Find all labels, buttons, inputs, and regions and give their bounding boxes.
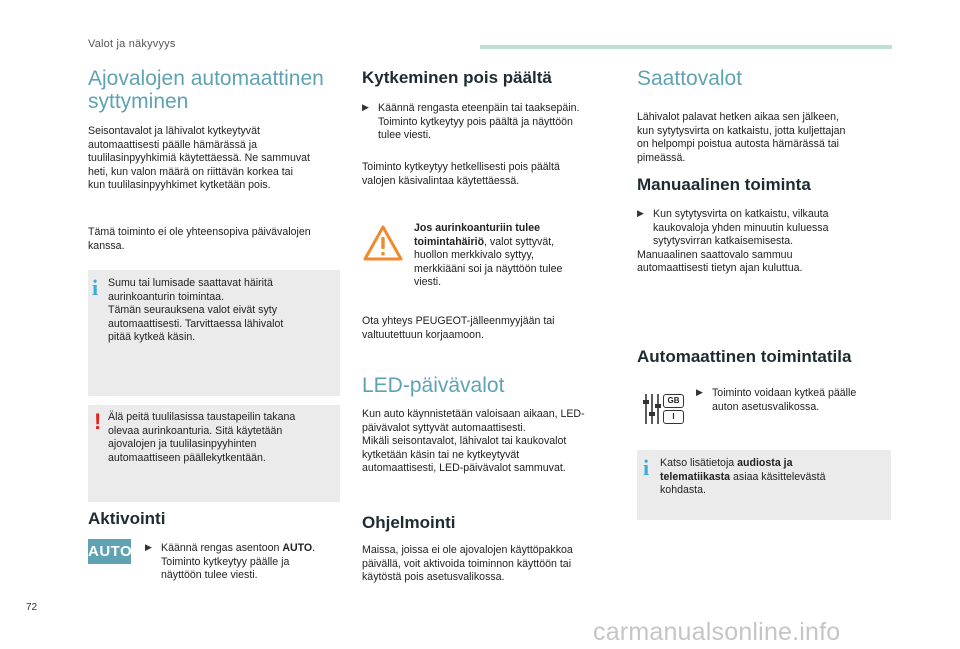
info-line: pitää kytkeä käsin. (108, 331, 196, 343)
info-box-telematics (637, 450, 891, 520)
bullet-arrow-icon: ▶ (145, 543, 152, 553)
info-box-text (108, 277, 336, 345)
escort-paragraph (637, 111, 897, 165)
off-bullet-text (378, 102, 622, 143)
info-line: Tämän seurauksena valot eivät syty (108, 304, 277, 316)
manual-line: sytytysvirran katkaisemisesta. (653, 235, 794, 247)
auto-mode-text (712, 387, 896, 414)
off-bullet (362, 102, 622, 143)
manual-title: Manuaalinen toiminta (637, 175, 811, 194)
activation-line: Toiminto kytkeytyy päälle ja (161, 555, 290, 568)
watermark: carmanualsonline.info (593, 618, 841, 646)
warning-box-text (108, 411, 336, 465)
off-temp-paragraph (362, 161, 622, 188)
fault-line: huollon merkkivalo syttyy, (414, 249, 534, 261)
manual-line: Kun sytytysvirta on katkaistu, vilkauta (653, 208, 829, 220)
contact-line: Ota yhteys PEUGEOT-jälleenmyyjään tai (362, 315, 555, 327)
contact-paragraph (362, 315, 622, 342)
warning-icon: ! (94, 409, 102, 434)
intro-line: tuulilasinpyyhkimiä käytettäessä. Ne sammuvat (88, 152, 310, 164)
fault-line: merkkiääni soi ja näyttöön tulee (414, 262, 563, 275)
fault-line: viesti. (414, 276, 442, 288)
page-number: 72 (26, 602, 38, 613)
escort-line: on helpompi poistua autosta hämärässä tai (637, 138, 839, 150)
auto-mode-line: auton asetusvalikossa. (712, 400, 820, 413)
title-line-2: syttyminen (88, 90, 189, 113)
off-line: Käännä rengasta eteenpäin tai taaksepäin. (378, 102, 580, 114)
info-line: aurinkoanturin toimintaa. (108, 290, 225, 303)
compat-paragraph (88, 226, 348, 253)
warning-line: automaattiseen päällekytkentään. (108, 451, 266, 464)
gb-icon: GB (663, 394, 684, 408)
title-line-1: Ajovalojen automaattinen (88, 67, 324, 90)
settings-sliders-icon (642, 392, 684, 426)
led-line: kytketään käsin tai ne kytkeytyvät (362, 448, 520, 461)
info-line: automaattisesti. Tarvittaessa lähivalot (108, 317, 284, 330)
info-line-1: Katso lisätietoja audiosta ja (660, 457, 793, 469)
fault-line-1: Jos aurinkoanturiin tulee (414, 222, 540, 234)
sensor-fault-text (414, 222, 614, 290)
manual-after-line: Manuaalinen saattovalo sammuu (637, 248, 793, 261)
auto-mode-title: Automaattinen toimintatila (637, 347, 852, 366)
prog-line: päivällä, voit aktivoida toiminnon käyttöön tai (362, 557, 572, 570)
activation-text (161, 542, 345, 583)
compat-line: kanssa. (88, 239, 125, 252)
off-temp-line: valojen käsivalintaa käytettäessä. (362, 174, 520, 187)
auto-mode-bullet (696, 387, 896, 414)
compat-line: Tämä toiminto ei ole yhteensopiva päivävalojen (88, 226, 311, 238)
manual-line: kaukovaloja yhden minuutin kuluessa (653, 221, 829, 234)
info-icon: i (92, 275, 99, 300)
i-icon: I (663, 410, 684, 424)
activation-bullet (145, 542, 345, 583)
off-temp-line: Toiminto kytkeytyy hetkellisesti pois päältä (362, 161, 560, 173)
section-header: Valot ja näkyvyys (88, 38, 176, 50)
programming-paragraph (362, 544, 624, 585)
led-title: LED-päivävalot (362, 374, 505, 397)
info-line: Sumu tai lumisade saattavat häiritä (108, 277, 273, 289)
led-line: Kun auto käynnistetään valoisaan aikaan, LED- (362, 408, 585, 420)
prog-line: Maissa, joissa ei ole ajovalojen käyttöpakkoa (362, 544, 573, 556)
manual-bullet-text (653, 208, 897, 249)
header-bar (480, 45, 892, 49)
off-title: Kytkeminen pois päältä (362, 68, 552, 87)
info-line-3: kohdasta. (660, 484, 706, 496)
intro-line: heti, kun valon määrä on riittävän korkea tai (88, 165, 293, 178)
warning-line: ajovalojen ja tuulilasinpyyhinten (108, 438, 257, 450)
intro-line: Seisontavalot ja lähivalot kytkeytyvät (88, 125, 260, 137)
activation-line-1: Käännä rengas asentoon AUTO. (161, 542, 316, 554)
title-auto-headlights (88, 67, 348, 113)
intro-paragraph (88, 125, 348, 193)
manual-bullet (637, 208, 897, 276)
info-box (88, 270, 340, 396)
off-line: tulee viesti. (378, 129, 431, 141)
info-line-2: telematiikasta asiaa käsittelevästä (660, 470, 826, 483)
activation-line: näyttöön tulee viesti. (161, 569, 258, 581)
escort-line: Lähivalot palavat hetken aikaa sen jälkeen, (637, 111, 840, 123)
warning-box (88, 405, 340, 502)
prog-line: käytöstä pois asetusvalikossa. (362, 571, 505, 583)
warning-triangle-icon (362, 224, 404, 262)
warning-line: Älä peitä tuulilasissa taustapeilin takana (108, 411, 296, 423)
escort-line: pimeässä. (637, 151, 686, 164)
manual-after-line: automaattisesti tietyn ajan kuluttua. (637, 262, 803, 274)
fault-line-2: toimintahäiriö, valot syttyvät, (414, 235, 555, 248)
led-paragraph (362, 408, 624, 476)
intro-line: automaattisesti päälle hämärässä ja (88, 138, 258, 151)
warning-line: olevaa aurinkoanturia. Sitä käytetään (108, 424, 283, 437)
bullet-arrow-icon: ▶ (696, 388, 703, 398)
escort-title: Saattovalot (637, 67, 743, 90)
sliders-graphic (642, 392, 662, 426)
activation-title: Aktivointi (88, 509, 166, 528)
led-line: automaattisesti, LED-päivävalot sammuvat. (362, 462, 566, 474)
programming-title: Ohjelmointi (362, 513, 456, 532)
auto-mode-line: Toiminto voidaan kytkeä päälle (712, 387, 857, 399)
bullet-arrow-icon: ▶ (362, 103, 369, 113)
info-telematics-text (660, 457, 886, 498)
off-line: Toiminto kytkeytyy pois päältä ja näyttöön (378, 115, 573, 128)
info-icon: i (643, 455, 650, 480)
contact-line: valtuutettuun korjaamoon. (362, 328, 484, 341)
intro-line: kun tuulilasinpyyhkimet kytketään pois. (88, 179, 271, 191)
escort-line: kun sytytysvirta on katkaistu, jotta kuljettajan (637, 124, 846, 137)
led-line: Mikäli seisontavalot, lähivalot tai kaukovalot (362, 435, 567, 447)
bullet-arrow-icon: ▶ (637, 209, 644, 219)
auto-badge: AUTO (88, 539, 131, 564)
led-line: päivävalot syttyvät automaattisesti. (362, 421, 526, 434)
